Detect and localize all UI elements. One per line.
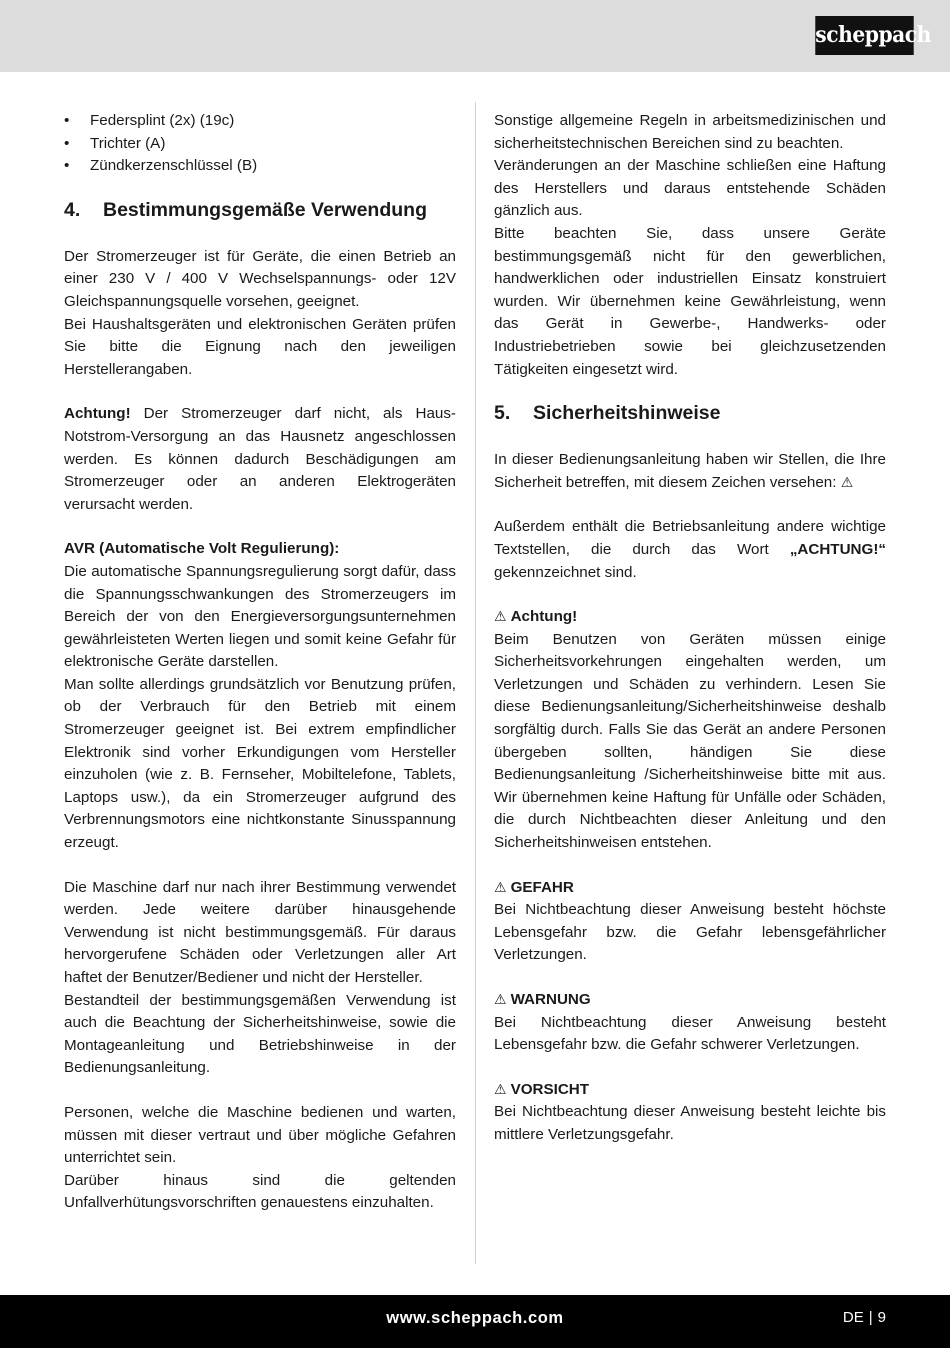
warning-triangle-icon: ⚠	[840, 474, 854, 491]
list-item-text: Federsplint (2x) (19c)	[90, 112, 235, 129]
language-code: DE	[842, 1309, 864, 1326]
paragraph: Beim Benutzen von Geräten müssen einige Sicherheitsvorkehrungen eingehalten werden, um Verletzungen und Schäden zu verhindern. Lesen Sie diese Bedienungsanleitung/Sicherheitshinweise deshalb sorgfältig durch. Falls Sie das Gerät an andere Personen übergeben sollten, händigen Sie diese Bedienungsanleitung /Sicherheitshinweise bitte mit aus. Wir übernehmen keine Haftung für Unfälle oder Schäden, die durch Nichtbeachten dieser Anleitung und den Sicherheitshinweisen entstehen.	[494, 630, 886, 852]
warnung-label: WARNUNG	[510, 991, 591, 1008]
paragraph: Man sollte allerdings grundsätzlich vor Benutzung prüfen, ob der Verbrauch für den Betrieb mit einem Stromerzeuger geeignet ist. Bei extrem empfindlicher Elektronik sind vorher Erkundigungen vom Hersteller einzuholen (wie z. B. Fernseher, Mobiltelefone, Tablets, Laptops usw.), da ein Stromerzeuger aufgrund des Verbrennungsmotors eine nichtkonstante Sinusspannung erzeugt.	[64, 675, 456, 852]
separator: |	[868, 1309, 873, 1326]
paragraph: Bestandteil der bestimmungsgemäßen Verwendung ist auch die Beachtung der Sicherheitshinweise, sowie die Montageanleitung und Betriebshinweise in der Bedienungsanleitung.	[64, 991, 456, 1077]
header-bar	[0, 0, 950, 72]
paragraph: Die automatische Spannungsregulierung sorgt dafür, dass die Spannungsschwankungen des Stromerzeugers im Bereich der von den Energieversorgungsunternehmen gewährleisteten Werten liegen und somit keine Gefahr für elektronische Geräte darstellen.	[64, 562, 456, 671]
section-title: Sicherheitshinweise	[533, 402, 721, 425]
paragraph: Bei Nichtbeachtung dieser Anweisung besteht höchste Lebensgefahr bzw. die Gefahr lebensgefährlicher Verletzungen.	[494, 901, 886, 964]
intro-paragraph	[494, 449, 886, 494]
achtung-heading	[494, 606, 886, 629]
list-item	[64, 110, 456, 133]
page-number: 9	[877, 1309, 886, 1326]
vorsicht-label: VORSICHT	[510, 1080, 590, 1098]
section-title: Bestimmungsgemäße Verwendung	[103, 198, 427, 221]
bullet-icon: •	[64, 134, 70, 152]
bullet-icon: •	[64, 157, 70, 175]
section-5-heading	[494, 401, 886, 425]
column-divider	[475, 102, 476, 1264]
paragraph: Bei Nichtbeachtung dieser Anweisung besteht leichte bis mittlere Verletzungsgefahr.	[494, 1103, 886, 1143]
website-link[interactable]: www.scheppach.com	[386, 1309, 564, 1327]
achtung-paragraph	[64, 403, 456, 516]
paragraph: Darüber hinaus sind die geltenden Unfallverhütungsvorschriften genauestens einzuhalten.	[64, 1171, 456, 1212]
vorsicht-heading	[494, 1079, 886, 1102]
achtung-label: Achtung!	[510, 608, 578, 626]
warnung-heading	[494, 989, 886, 1012]
list-item-text: Zündkerzenschlüssel (B)	[90, 157, 258, 175]
section-number: 4.	[64, 198, 81, 221]
parts-list	[64, 110, 456, 178]
warning-triangle-icon: ⚠	[494, 1081, 507, 1098]
page-indicator	[843, 1309, 886, 1326]
list-item-text: Trichter (A)	[90, 134, 166, 152]
paragraph: Bitte beachten Sie, dass unsere Geräte bestimmungsgemäß nicht für den gewerblichen, handwerklichen oder industriellen Einsatz konstruiert wurden. Wir übernehmen keine Gewährleistung, wenn das Gerät in Gewerbe-, Handwerks- oder Industriebetrieben sowie bei gleichzusetzenden Tätigkeiten eingesetzt wird.	[494, 224, 886, 378]
paragraph: Bei Nichtbeachtung dieser Anweisung besteht Lebensgefahr bzw. die Gefahr schwerer Verletzungen.	[494, 1013, 886, 1054]
text-span: gekennzeichnet sind.	[494, 563, 637, 581]
left-column	[64, 110, 456, 1215]
achtung-label: Achtung!	[64, 405, 131, 423]
intro-text: In dieser Bedienungsanleitung haben wir Stellen, die Ihre Sicherheit betreffen, mit diesem Zeichen versehen:	[494, 451, 886, 491]
paragraph: Veränderungen an der Maschine schließen eine Haftung des Herstellers und daraus entstehende Schäden gänzlich aus.	[494, 157, 886, 220]
paragraph: Sonstige allgemeine Regeln in arbeitsmedizinischen und sicherheitstechnischen Bereichen sind zu beachten.	[494, 112, 886, 152]
paragraph: Personen, welche die Maschine bedienen und warten, müssen mit dieser vertraut und über mögliche Gefahren unterrichtet sein.	[64, 1103, 456, 1167]
warning-triangle-icon: ⚠	[494, 879, 507, 896]
bullet-icon: •	[64, 112, 70, 129]
text-span: Außerdem enthält die Betriebsanleitung andere wichtige Textstellen, die durch das Wort	[494, 518, 886, 558]
paragraph: Der Stromerzeuger ist für Geräte, die einen Betrieb an einer 230 V / 400 V Wechselspannungs- oder 12V Gleichspannungsquelle vorsehen, geeignet.	[64, 247, 456, 310]
brand-logo: scheppach	[815, 16, 913, 55]
warning-triangle-icon: ⚠	[494, 609, 507, 626]
paragraph: Bei Haushaltsgeräten und elektronischen Geräten prüfen Sie bitte die Eignung nach den jeweiligen Herstellerangaben.	[64, 315, 456, 378]
gefahr-label: GEFAHR	[510, 878, 574, 896]
list-item	[64, 155, 456, 178]
achtung-text: Der Stromerzeuger darf nicht, als Haus-Notstrom-Versorgung an das Hausnetz angeschlossen werden. Es können dadurch Beschädigungen am Stromerzeuger oder an anderen Elektrogeräten verursacht werden.	[64, 405, 456, 513]
gefahr-heading	[494, 877, 886, 900]
paragraph	[494, 516, 886, 584]
paragraph: Die Maschine darf nur nach ihrer Bestimmung verwendet werden. Jede weitere darüber hinausgehende Verwendung ist nicht bestimmungsgemäß. Für daraus hervorgerufene Schäden oder Verletzungen aller Art haftet der Benutzer/Bediener und nicht der Hersteller.	[64, 878, 456, 986]
warning-triangle-icon: ⚠	[494, 992, 507, 1008]
right-column	[494, 110, 886, 1147]
section-4-heading	[64, 198, 456, 222]
list-item	[64, 133, 456, 156]
footer-bar	[0, 1295, 950, 1348]
avr-heading: AVR (Automatische Volt Regulierung):	[64, 540, 340, 558]
achtung-keyword: „ACHTUNG!“	[789, 540, 886, 558]
section-number: 5.	[494, 402, 511, 425]
